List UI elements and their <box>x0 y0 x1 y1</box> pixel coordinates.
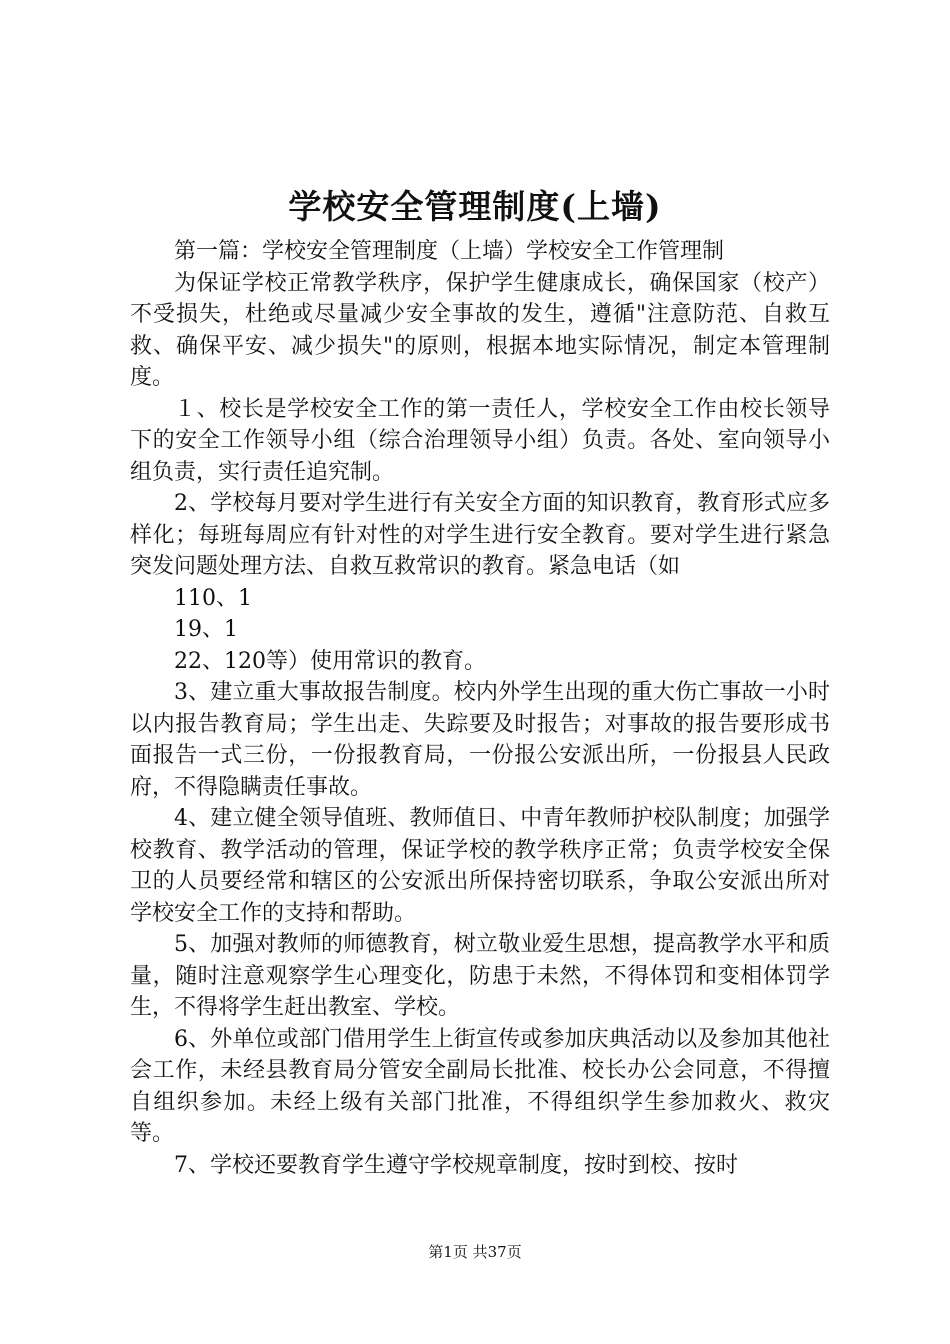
paragraph: 22、120等）使用常识的教育。 <box>174 648 486 674</box>
document-title: 学校安全管理制度(上墙) <box>288 187 662 226</box>
paragraph: 4、建立健全领导值班、教师值日、中青年教师护校队制度；加强学校教育、教学活动的管理，保证学校的教学秩序正常；负责学校安全保卫的人员要经常和辖区的公安派出所保持密切联系，争取公安派出所对学校安全工作的支持和帮助。 <box>130 806 830 926</box>
paragraph: 110、1 <box>174 585 252 611</box>
paragraph: 7、学校还要教育学生遵守学校规章制度，按时到校、按时 <box>174 1152 738 1178</box>
page-number: 第1页 共37页 <box>428 1243 522 1261</box>
paragraph: 第一篇：学校安全管理制度（上墙）学校安全工作管理制 <box>174 239 725 264</box>
paragraph: １、校长是学校安全工作的第一责任人，学校安全工作由校长领导下的安全工作领导小组（综合治理领导小组）负责。各处、室向领导小组负责，实行责任追究制。 <box>130 396 830 485</box>
paragraph: 为保证学校正常教学秩序，保护学生健康成长，确保国家（校产）不受损失，杜绝或尽量减少安全事故的发生，遵循"注意防范、自救互救、确保平安、减少损失"的原则，根据本地实际情况，制定本管理制度。 <box>130 270 830 390</box>
paragraph: 2、学校每月要对学生进行有关安全方面的知识教育，教育形式应多样化；每班每周应有针对性的对学生进行安全教育。要对学生进行紧急突发问题处理方法、自救互救常识的教育。紧急电话（如 <box>130 491 830 579</box>
paragraph: 19、1 <box>174 617 238 642</box>
paragraph: 6、外单位或部门借用学生上街宣传或参加庆典活动以及参加其他社会工作，未经县教育局分管安全副局长批准、校长办公会同意，不得擅自组织参加。未经上级有关部门批准，不得组织学生参加救火、救灾等。 <box>130 1026 830 1146</box>
paragraph: 5、加强对教师的师德教育，树立敬业爱生思想，提高教学水平和质量，随时注意观察学生心理变化，防患于未然，不得体罚和变相体罚学生，不得将学生赶出教室、学校。 <box>130 932 830 1020</box>
document-body <box>130 236 830 1181</box>
page-footer <box>0 1242 950 1262</box>
paragraph: 3、建立重大事故报告制度。校内外学生出现的重大伤亡事故一小时以内报告教育局；学生出走、失踪要及时报告；对事故的报告要形成书面报告一式三份，一份报教育局，一份报公安派出所，一份报县人民政府，不得隐瞒责任事故。 <box>130 680 830 800</box>
